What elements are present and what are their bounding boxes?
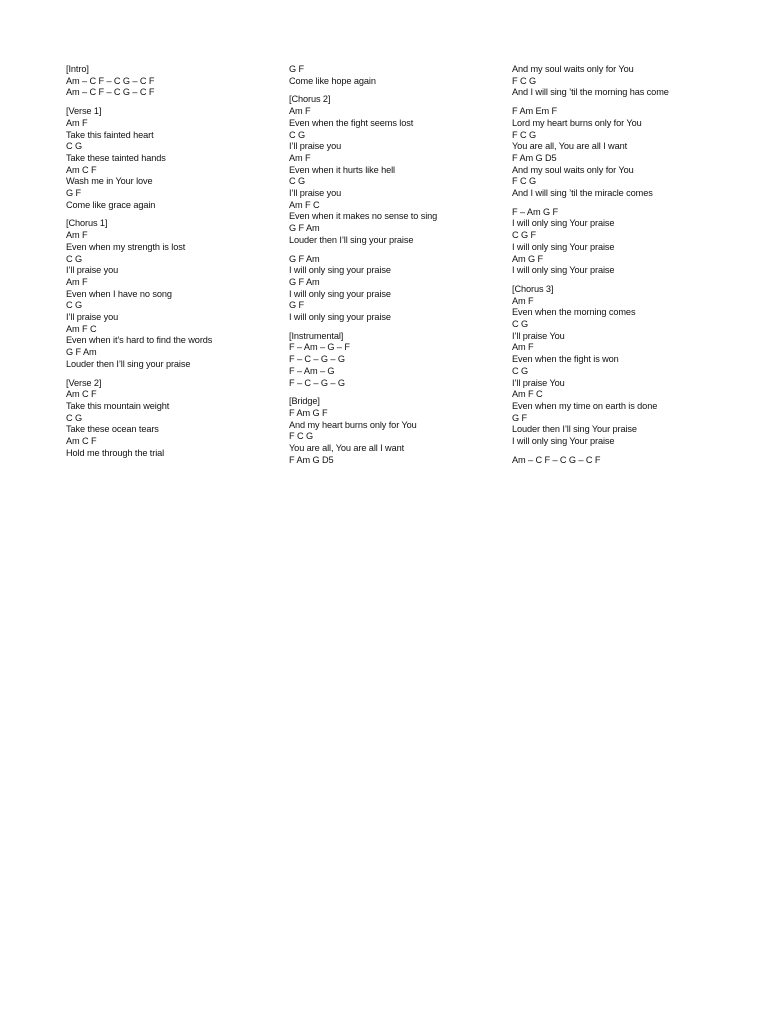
lyric-line: G F — [66, 188, 82, 199]
lyric-line: Am – C F – C G – C F — [512, 454, 601, 465]
lyric-line: C G — [66, 412, 83, 423]
lyric-line: Even when my strength is lost — [66, 241, 186, 252]
lyric-line: I’ll praise you — [289, 188, 342, 199]
lyric-line: [Instrumental] — [289, 330, 344, 341]
song-section — [289, 331, 499, 390]
song-section — [512, 455, 722, 467]
song-section — [289, 64, 499, 87]
lyric-line: C G — [66, 253, 83, 264]
lyric-line: Am F C — [289, 199, 320, 210]
lyric-line: G F — [289, 64, 305, 74]
lyric-line: I will only sing Your praise — [512, 241, 615, 252]
lyric-line: [Chorus 3] — [512, 283, 554, 294]
lyric-line: F C G — [289, 431, 313, 442]
lyric-line: I’ll praise you — [66, 265, 119, 276]
lyric-line: Take this mountain weight — [66, 400, 170, 411]
lyric-line: Even when the morning comes — [512, 307, 636, 318]
song-section — [512, 64, 722, 99]
lyric-line: Take these tainted hands — [66, 152, 166, 163]
lyric-line: I will only sing Your praise — [512, 218, 615, 229]
lyric-line: Louder then I’ll sing your praise — [66, 358, 191, 369]
lyric-line: [Bridge] — [289, 396, 320, 407]
lyric-line: G F — [512, 412, 528, 423]
lyrics-column-2 — [289, 64, 499, 474]
lyric-line: I’ll praise you — [66, 312, 119, 323]
song-section — [289, 94, 499, 246]
lyric-line: I will only sing your praise — [289, 265, 391, 276]
lyric-line: [Verse 1] — [66, 106, 102, 117]
lyric-line: [Chorus 1] — [66, 218, 108, 229]
lyrics-column-3 — [512, 64, 722, 474]
lyric-line: Even when it makes no sense to sing — [289, 211, 438, 222]
lyric-line: C G — [512, 319, 529, 330]
lyric-line: C G — [66, 300, 83, 311]
lyric-line: Even when my time on earth is done — [512, 400, 658, 411]
lyric-line: Louder then I’ll sing Your praise — [512, 424, 637, 435]
lyric-line: Even when it’s hard to find the words — [66, 335, 213, 346]
lyric-line: F Am G D5 — [289, 454, 334, 465]
lyric-line: C G — [512, 365, 529, 376]
lyric-line: Am G F — [512, 253, 544, 264]
lyric-line: F – C – G – G — [289, 354, 345, 365]
song-section — [512, 106, 722, 200]
lyric-line: I’ll praise You — [512, 330, 565, 341]
lyric-line: [Verse 2] — [66, 377, 102, 388]
song-section — [66, 64, 276, 99]
lyric-line: G F Am — [289, 223, 320, 234]
lyric-line: Come like hope again — [289, 75, 376, 86]
lyric-line: Am C F — [66, 436, 97, 447]
lyric-line: And I will sing ’til the miracle comes — [512, 188, 653, 199]
song-section — [289, 254, 499, 324]
song-section — [66, 106, 276, 211]
song-section — [66, 218, 276, 370]
lyric-line: Am C F — [66, 389, 97, 400]
lyric-line: Am F — [66, 276, 88, 287]
lyric-line: F C G — [512, 75, 536, 86]
lyric-line: Am F — [512, 342, 534, 353]
song-section — [66, 378, 276, 460]
lyric-line: I will only sing your praise — [289, 288, 391, 299]
lyric-line: I will only sing Your praise — [512, 265, 615, 276]
lyric-line: I’ll praise you — [289, 141, 342, 152]
lyric-line: Am – C F – C G – C F — [66, 75, 155, 86]
lyric-line: Take this fainted heart — [66, 129, 154, 140]
lyric-line: F Am Em F — [512, 106, 558, 117]
lyric-line: G F — [289, 300, 305, 311]
lyric-line: Even when I have no song — [66, 288, 172, 299]
lyric-line: Am F — [289, 152, 311, 163]
lyric-line: F Am G D5 — [512, 152, 557, 163]
lyric-line: G F Am — [289, 276, 320, 287]
lyric-line: [Chorus 2] — [289, 94, 331, 105]
lyric-line: Am F — [66, 230, 88, 241]
lyric-line: I will only sing your praise — [289, 312, 391, 323]
lyric-line: [Intro] — [66, 64, 89, 74]
lyric-line: You are all, You are all I want — [289, 443, 405, 454]
lyric-line: Am C F — [66, 164, 97, 175]
lyric-line: C G — [289, 129, 306, 140]
lyric-line: F – Am – G – F — [289, 342, 350, 353]
lyric-line: F C G — [512, 129, 536, 140]
lyric-line: Lord my heart burns only for You — [512, 117, 642, 128]
lyric-line: And my soul waits only for You — [512, 64, 634, 74]
lyric-line: C G — [289, 176, 306, 187]
lyric-line: F C G — [512, 176, 536, 187]
lyric-line: I’ll praise You — [512, 377, 565, 388]
lyric-line: Take these ocean tears — [66, 424, 159, 435]
lyrics-column-1 — [66, 64, 276, 467]
lyric-line: F – Am G F — [512, 206, 558, 217]
lyric-line: F Am G F — [289, 407, 328, 418]
lyric-line: F – C – G – G — [289, 377, 345, 388]
lyric-line: G F Am — [289, 253, 320, 264]
lyric-line: And I will sing ’til the morning has come — [512, 87, 669, 98]
lyric-line: Am – C F – C G – C F — [66, 87, 155, 98]
lyric-line: Even when the fight is won — [512, 354, 619, 365]
lyric-line: I will only sing Your praise — [512, 436, 615, 447]
lyric-line: Am F C — [512, 389, 543, 400]
lyric-line: Wash me in Your love — [66, 176, 153, 187]
lyric-line: You are all, You are all I want — [512, 141, 628, 152]
lyric-line: And my soul waits only for You — [512, 164, 634, 175]
lyric-line: And my heart burns only for You — [289, 419, 417, 430]
song-section — [289, 396, 499, 466]
lyric-line: Am F — [289, 106, 311, 117]
lyric-line: Even when it hurts like hell — [289, 164, 395, 175]
song-section — [512, 284, 722, 448]
lyric-line: C G — [66, 141, 83, 152]
lyric-line: Come like grace again — [66, 199, 156, 210]
lyric-line: G F Am — [66, 347, 97, 358]
lyric-line: Louder then I’ll sing your praise — [289, 234, 414, 245]
lyric-line: F – Am – G — [289, 365, 335, 376]
lyric-line: Am F C — [66, 323, 97, 334]
song-section — [512, 207, 722, 277]
lyric-line: C G F — [512, 230, 536, 241]
lyric-line: Am F — [512, 295, 534, 306]
lyric-line: Hold me through the trial — [66, 447, 165, 458]
lyric-line: Am F — [66, 117, 88, 128]
lyric-line: Even when the fight seems lost — [289, 117, 414, 128]
